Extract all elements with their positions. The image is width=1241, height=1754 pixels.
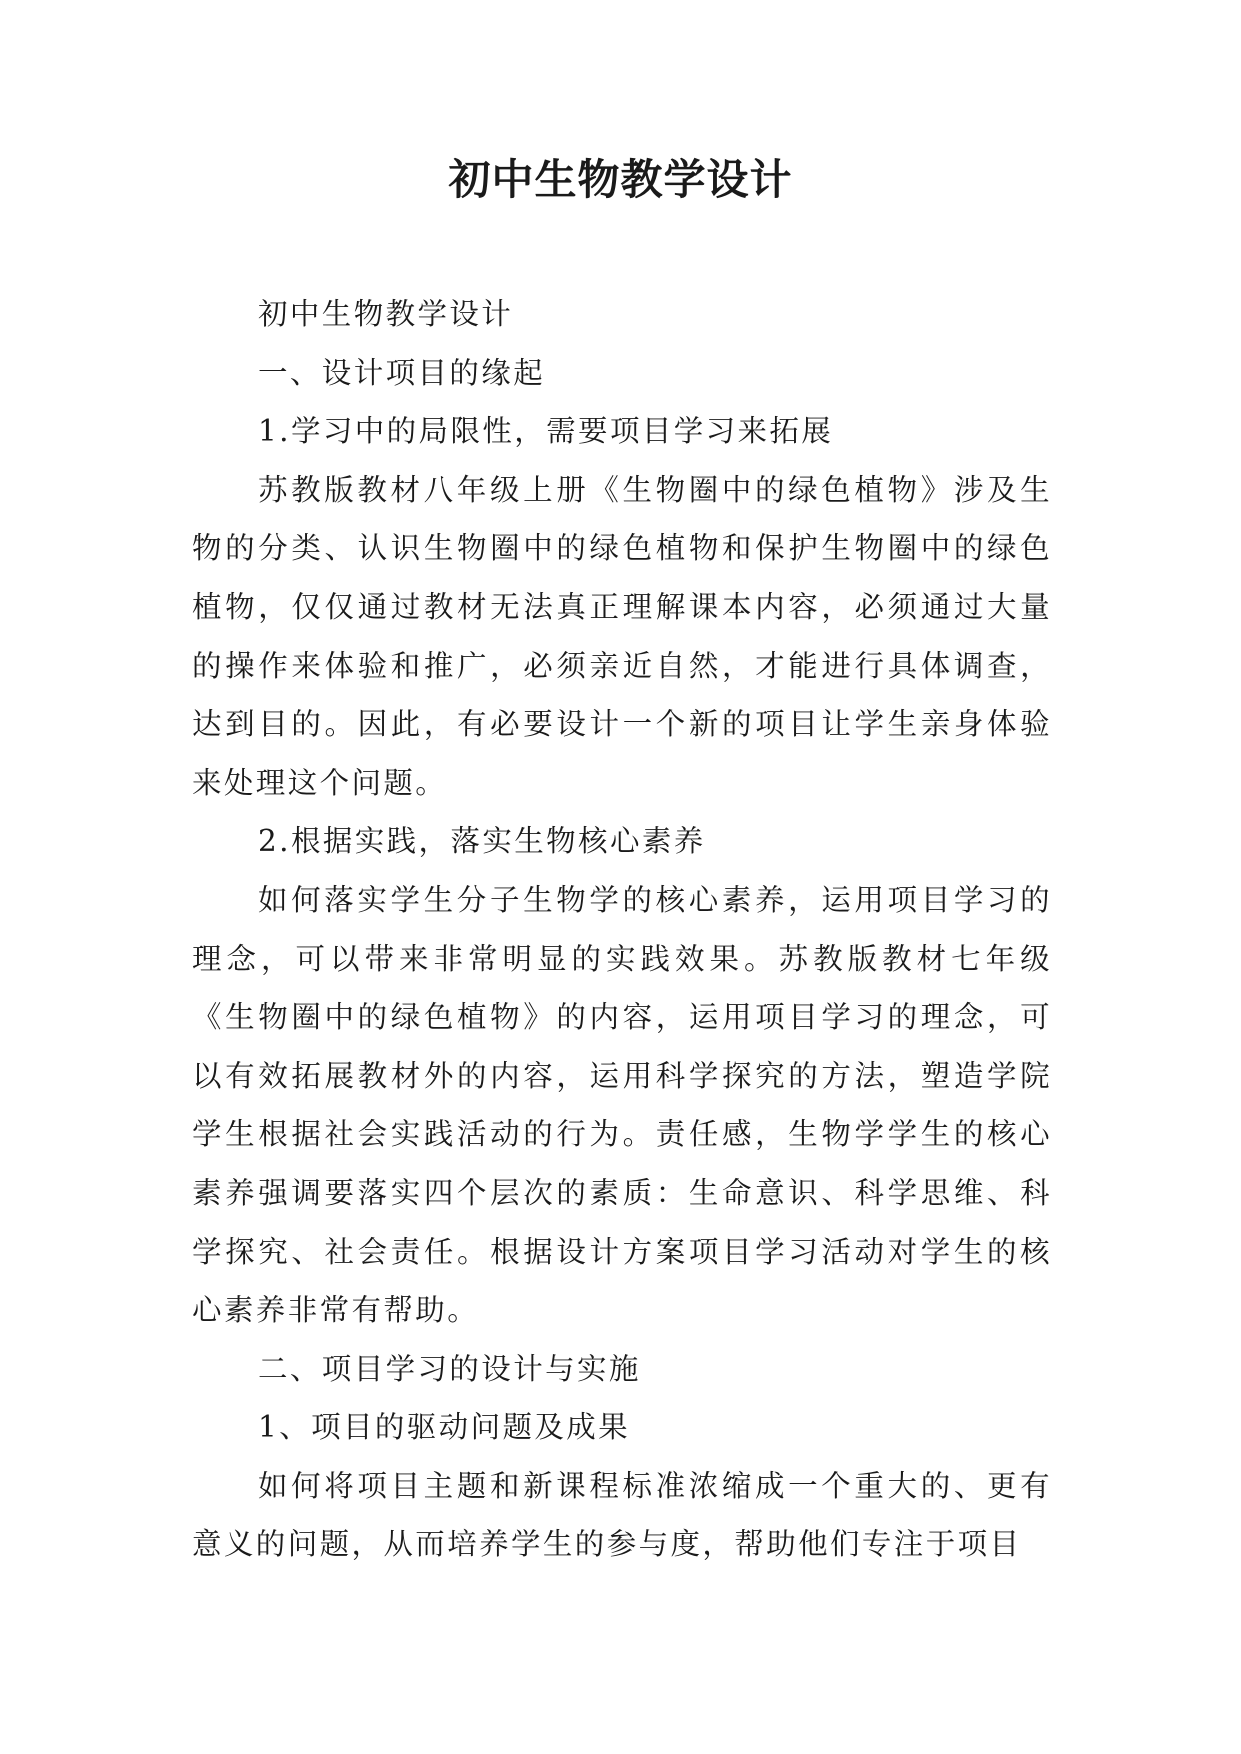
heading-section-1: 一、设计项目的缘起 [258, 355, 546, 390]
document-body [192, 285, 1052, 1574]
paragraph-1: 苏教版教材八年级上册《生物圈中的绿色植物》涉及生物的分类、认识生物圈中的绿色植物和保护生物圈中的绿色植物，仅仅通过教材无法真正理解课本内容，必须通过大量的操作来体验和推广，必须亲近自然，才能进行具体调查，达到目的。因此，有必要设计一个新的项目让学生亲身体验来处理这个问题。 [192, 472, 1052, 800]
heading-subsection-2-1: 1、项目的驱动问题及成果 [258, 1410, 631, 1445]
paragraph-subtitle: 初中生物教学设计 [258, 297, 514, 331]
heading-subsection-1-2: 2.根据实践，落实生物核心素养 [258, 824, 706, 859]
paragraph-2: 如何落实学生分子生物学的核心素养，运用项目学习的理念，可以带来非常明显的实践效果。苏教版教材七年级《生物圈中的绿色植物》的内容，运用项目学习的理念，可以有效拓展教材外的内容，运用科学探究的方法，塑造学院学生根据社会实践活动的行为。责任感，生物学学生的核心素养强调要落实四个层次的素质：生命意识、科学思维、科学探究、社会责任。根据设计方案项目学习活动对学生的核心素养非常有帮助。 [192, 882, 1052, 1328]
document-title: 初中生物教学设计 [448, 155, 793, 204]
paragraph-3: 如何将项目主题和新课程标准浓缩成一个重大的、更有意义的问题，从而培养学生的参与度，帮助他们专注于项目 [192, 1468, 1052, 1562]
heading-section-2: 二、项目学习的设计与实施 [258, 1351, 641, 1386]
heading-subsection-1-1: 1.学习中的局限性，需要项目学习来拓展 [258, 414, 834, 449]
